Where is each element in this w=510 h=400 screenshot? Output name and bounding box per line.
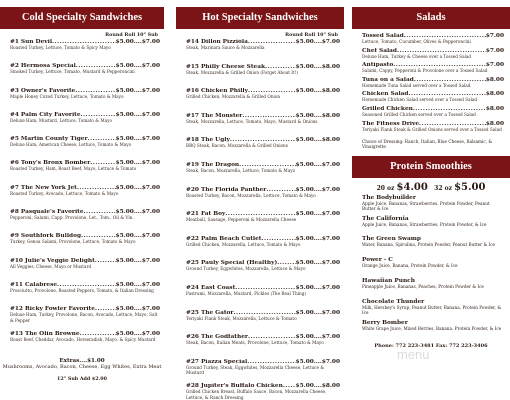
item-name: #18 The Ugly [186, 137, 230, 144]
item-name: Tuna on a Salad [362, 76, 414, 83]
smoothie-name: The California [362, 215, 409, 222]
item-description: Steak, Mozzarella & Grilled Onion (Forget About It!) [186, 69, 298, 75]
smoothie-description: Apple Juice, Bananas, Strawberries, Protein Powder, Peanut Butter & Ice [362, 200, 490, 212]
item-price: $5.00....$7.00 [115, 330, 160, 337]
item-name-row [186, 310, 340, 316]
smoothie-name: Berry Bomber [362, 319, 408, 326]
item-price: $5.00....$7.00 [115, 233, 160, 240]
dot-leader [261, 236, 295, 242]
dot-leader [81, 112, 116, 118]
item-name: #25 Pauly Special (Healthy) [186, 260, 278, 267]
smoothie-item [362, 195, 504, 216]
item-description: Meatball, Sausage, Pepperoni & Mozzarella Cheese [186, 217, 297, 223]
dot-leader [242, 113, 295, 119]
item-name: #21 Fat Boy [186, 211, 226, 218]
item-price: $5.00....$7.00 [115, 136, 160, 143]
item-description: Roast Beef, Cheddar, Avocado, Horseradish, Mayo, & Spicy Mustard [10, 336, 156, 342]
item-name: Grilled Chicken [362, 105, 413, 112]
menu-item [362, 106, 504, 121]
item-name: #19 The Dragon [186, 161, 240, 168]
menu-item [176, 359, 344, 384]
menu-item [176, 236, 344, 261]
item-price: $5.00....$7.00 [115, 257, 160, 264]
item-price: $5.00....$7.00 [295, 39, 340, 45]
item-description: Smoked Turkey, Lettuce, Tomato, Mustard & Pepperoncini [10, 69, 135, 75]
item-name: #3 Owner's Favorite [10, 87, 76, 94]
item-name: #20 The Florida Panther [186, 186, 267, 193]
smoothie-name: Chocolate Thunder [362, 298, 425, 305]
item-price: $5.00....$7.00 [115, 87, 160, 94]
menu-item [0, 331, 164, 355]
size-32oz-price: $5.00 [454, 181, 486, 193]
menu-item [0, 63, 164, 87]
menu-item [0, 88, 164, 112]
menu-item [362, 77, 504, 92]
item-description: All Veggies, Cheese, Mayo or Mustard [10, 263, 92, 269]
menu-item [176, 260, 344, 285]
item-description: Grilled Chicken, Mozzarella, Lettuce, Tomato & Mayo [186, 241, 301, 247]
item-name: Tossed Salad [362, 33, 404, 39]
menu-item [362, 91, 504, 106]
hot-sandwiches-banner: Hot Specialty Sandwiches [176, 7, 344, 29]
extras-title: Extras....$1.00 [59, 357, 105, 364]
hot-sandwiches-column [176, 0, 344, 400]
item-name-row [10, 258, 160, 264]
item-price: $5.00....$7.00 [115, 160, 160, 167]
smoothie-description: Pineapple Juice, Bananas, Peaches, Protein Powder & Ice [362, 283, 484, 289]
smoothie-name: The Green Swamp [362, 236, 421, 243]
item-description: Roasted Turkey, Ham, Roast Beef, Mayo, Lettuce & Tomato [10, 166, 137, 172]
item-description: Roasted Turkey, Lettuce, Tomato & Spicy Mayo [10, 45, 111, 50]
menu-item [176, 285, 344, 310]
menu-item [176, 334, 344, 359]
item-name-row [186, 187, 340, 193]
item-price: $7.00 [485, 33, 504, 39]
menu-item [176, 88, 344, 113]
item-price: $7.00 [485, 62, 504, 69]
item-name: #25 The Gator [186, 309, 234, 316]
salad-list [352, 33, 510, 135]
item-name: #16 Chicken Philly [186, 88, 248, 95]
item-description: Lettuce, Tomato, Cucumber, Olives & Pepperoncini [362, 39, 471, 44]
item-name: #11 Calabrese [10, 281, 58, 288]
item-name: #15 Philly Cheese Steak [186, 63, 266, 70]
smoothies-banner: Protein Smoothies [352, 156, 510, 178]
dot-leader [266, 187, 295, 193]
item-description: BBQ Steak, Bacon, Mozzarella & Grilled Onions [186, 143, 288, 149]
dot-leader [95, 258, 116, 264]
item-price: $5.00....$7.00 [295, 334, 340, 341]
dot-leader [75, 88, 115, 94]
menu-item [176, 162, 344, 187]
menu-item [0, 39, 164, 63]
item-name-row [10, 112, 160, 118]
item-name: #8 Pasquale's Favorite [10, 209, 84, 216]
item-name: The Fitness Drive [362, 120, 420, 127]
item-price: $5.00....$7.00 [295, 260, 340, 267]
menu-item [0, 209, 164, 233]
size-20oz-label: 20 oz [376, 184, 395, 192]
item-price: $5.00....$7.00 [295, 161, 340, 168]
item-name: Antipasto [362, 62, 394, 69]
item-description: Deluxe Ham, Mustard, Lettuce, Tomato & Mayo [10, 117, 113, 123]
dot-leader [414, 77, 486, 83]
dot-leader [419, 121, 486, 127]
salads-banner: Salads [352, 7, 510, 29]
item-price: $5.00....$7.00 [295, 284, 340, 291]
menu-item [0, 136, 164, 160]
item-name: #13 The Olin Browne [10, 330, 80, 337]
dot-leader [397, 48, 486, 54]
cold-sandwiches-column [0, 0, 164, 400]
item-name: #17 The Monster [186, 112, 243, 119]
item-description: Salami, Cappy, Pepperoni & Provolone over a Tossed Salad [362, 68, 488, 74]
item-description: Teriyaki Flank Steak, Mozzarella, Lettuce & Tomato [186, 315, 297, 321]
extras-desc: Mushrooms, Avocado, Bacon, Cheese, Egg Whites, Extra Meat [2, 363, 162, 370]
menu-item [0, 185, 164, 209]
item-price: $5.00....$7.00 [295, 211, 340, 218]
menu-item [362, 48, 504, 63]
hot-size-header: Round Roll 10" Sub [285, 32, 338, 38]
smoothie-item [362, 299, 504, 320]
item-name-row [10, 331, 160, 337]
item-price: $5.00....$7.00 [115, 209, 160, 216]
smoothie-name: Power - C [362, 257, 393, 264]
item-name: #6 Tony's Bronx Bomber [10, 160, 91, 167]
item-price: $8.00 [485, 105, 504, 112]
item-price: $5.00....$8.00 [295, 137, 340, 144]
size-32oz-label: 32 oz [434, 184, 452, 192]
cold-sub-add-note: 12" Sub Add $2.00 [57, 375, 107, 382]
item-description: Ground Turkey, Steak, Eggwhites, Mozzarella Cheese, Lettuce & Mustard [186, 364, 325, 376]
item-description: Deluxe Ham, Turkey & Cheese over a Tossed Salad [362, 53, 472, 59]
smoothie-name: The Bodybuilder [362, 194, 416, 201]
watermark-text: menu [397, 347, 430, 362]
item-name: Chicken Salad [362, 91, 409, 98]
dot-leader [247, 359, 295, 365]
item-name-row [186, 113, 340, 119]
item-description: Roasted Turkey, Bacon, Mozzarella, Lettuce, Tomato & Mayo [186, 192, 316, 198]
smoothie-description: Apple Juice, Bananas, Strawberries, Protein Powder, & Ice [362, 221, 487, 227]
cold-sandwich-list [0, 39, 164, 355]
smoothie-item [362, 216, 504, 237]
item-description: Prosciutto, Provolone, Roasted Peppers, Tomato, & Italian Dressing [10, 287, 154, 293]
item-name-row [10, 185, 160, 191]
item-name: #4 Palm City Favorite [10, 111, 81, 118]
item-name: #26 The Godfather [186, 334, 248, 341]
smoothie-item [362, 320, 504, 341]
menupix-watermark-logo [395, 344, 445, 366]
item-price: $5.00....$8.00 [295, 112, 340, 119]
salads-smoothies-column [352, 0, 510, 400]
menu-item [176, 39, 344, 64]
item-name: #2 Hermosa Special [10, 63, 76, 70]
item-name: #24 East Coast [186, 284, 236, 291]
dot-leader [265, 64, 296, 70]
cold-sandwiches-banner: Cold Specialty Sandwiches [0, 7, 164, 29]
item-name: #5 Martin County Tiger [10, 136, 88, 143]
smoothie-description: Milk, Hershey's Syrup, Peanut Butter, Banana, Protein Powder, & Ice [362, 304, 502, 316]
item-description: Steak, Bacon, Italian Meats, Provolone, Lettuce, Tomato & Mayo [186, 340, 324, 346]
item-name-row [10, 88, 160, 94]
item-description: Teriyaki Flank Steak & Grilled Onions served over a Tossed Salad [362, 126, 502, 132]
item-name: #7 The New York Jet [10, 184, 77, 191]
menu-item [0, 306, 164, 330]
dot-leader [77, 185, 116, 191]
item-description: Steak, Bacon, Mozzarella, Lettuce, Tomato & Mayo [186, 167, 296, 173]
item-price: $5.00....$7.00 [115, 39, 160, 45]
item-price: $8.00 [485, 120, 504, 127]
smoothie-list [352, 195, 510, 341]
item-price: $5.00....$7.00 [115, 184, 160, 191]
item-name: #1 Sun Devil [10, 39, 53, 45]
phone-fax-line: Phone: 772 223-3481 Fax: 772 223-3406 [374, 343, 488, 350]
item-name: #14 Dillon Pizzióla [186, 39, 248, 45]
item-description: Roasted Turkey, Avocado, Lettuce, Tomato & Mayo [10, 190, 119, 196]
item-description: Deluxe Ham, Turkey, Provolone, Bacon, Avocado, Lettuce, Mayo, Salt & Pepper [10, 312, 158, 323]
item-name-row [362, 77, 504, 83]
item-price: $5.00....$8.00 [295, 63, 340, 70]
item-price: $5.00....$7.00 [295, 309, 340, 316]
item-name: #10 Julie's Veggie Delight [10, 257, 95, 264]
menu-item [176, 310, 344, 335]
item-price: $8.00 [485, 76, 504, 83]
item-price: $5.00....$7.00 [295, 186, 340, 193]
item-name-row [362, 121, 504, 127]
item-name: #28 Jupiter's Buffalo Chicken [186, 383, 283, 390]
item-price: $8.00 [485, 91, 504, 98]
menu-item [0, 258, 164, 282]
extras-section [0, 358, 164, 370]
menu-item [176, 113, 344, 138]
item-name-row [362, 48, 504, 54]
item-description: Homemade Tuna Salad served over a Tossed Salad [362, 82, 471, 88]
menu-item [0, 112, 164, 136]
smoothie-item [362, 236, 504, 257]
smoothie-item [362, 257, 504, 278]
cold-size-header: Round Roll 10" Sub [105, 32, 158, 38]
item-description: Homemade Chicken Salad served over a Tossed Salad [362, 97, 478, 103]
item-price: $5.00....$7.00 [115, 306, 160, 313]
item-description: Steak, Marinara Sauce & Mozzarella [186, 45, 265, 50]
item-name-row [186, 64, 340, 70]
item-description: Grilled Chicken Breast, Buffalo Sauce, Bacon, Mozzarella Cheese, Lettuce, & Ranch Dressing [186, 389, 327, 400]
item-price: $7.00 [485, 47, 504, 54]
smoothie-sizes [352, 181, 510, 195]
item-name-row [186, 236, 340, 242]
item-description: Turkey, Genoa Salami, Provolone, Lettuce, Tomato & Mayo [10, 239, 136, 245]
item-description: Ground Turkey, Eggwhites, Mozzarella, Lettuce & Mayo [186, 266, 306, 272]
menu-item [176, 187, 344, 212]
item-name: #22 Palm Beach Cutlet [186, 235, 262, 242]
menu-item [176, 64, 344, 89]
item-price: $5.00....$7.00 [295, 235, 340, 242]
smoothie-item [362, 278, 504, 299]
item-price: $5.00....$8.00 [295, 88, 340, 95]
item-price: $5.00....$7.00 [115, 63, 160, 70]
menu-item [0, 282, 164, 306]
item-price: $5.00....$8.00 [295, 383, 340, 390]
item-description: Grilled Chicken, Mozzarella & Grilled Onion [186, 94, 281, 100]
item-description: Maple Honey Cured Turkey, Lettuce, Tomato & Mayo [10, 93, 124, 99]
size-20oz-price: $4.00 [396, 181, 428, 193]
item-price: $5.00....$7.00 [115, 281, 160, 288]
item-name: #27 Piazza Special [186, 358, 248, 365]
dot-leader [80, 331, 116, 337]
menu-item [0, 233, 164, 257]
item-name: #9 Southfork Bulldog [10, 233, 82, 240]
item-description: Pastrami, Mozzarella, Mustard, Pickles (The Real Thing) [186, 290, 307, 296]
item-description: Pepperoni, Salami, Capp. Provolone, Let., Tom., Oil & Vin. [10, 215, 134, 221]
hot-sandwich-list [176, 39, 344, 400]
smoothie-description: Orange Juice, Banana, Protein Powder, & Ice [362, 263, 458, 269]
item-price: $5.00....$7.00 [295, 358, 340, 365]
item-description: Deluxe Ham, American Cheese, Lettuce, Tomato & Mayo [10, 142, 132, 148]
item-name-row [186, 359, 340, 365]
smoothie-description: Water, Banana, Spirulina, Protein Powder, Peanut Butter & Ice [362, 242, 496, 248]
menu-item [0, 160, 164, 184]
item-description: Seasoned Grilled Chicken served over a Tossed Salad [362, 111, 476, 117]
dot-leader [233, 310, 295, 316]
item-name: #12 Ricky Fowler Favorite [10, 306, 95, 313]
item-price: $5.00....$7.00 [115, 111, 160, 118]
item-description: Steak, Mozzarella, Lettuce, Tomato, Mayo, Mustard & Onions [186, 118, 318, 124]
smoothie-description: White Grape Juice, Mixed Berries, Banana, Protein Powder, & Ice [362, 325, 502, 331]
smoothie-name: Hawaiian Punch [362, 277, 415, 284]
dressing-note: Choice of Dressing: Ranch, Italian, Blue Cheese, Balsamic, & Vinaigrette [362, 139, 493, 150]
menu-item [176, 383, 344, 400]
menu-item [176, 137, 344, 162]
menu-item [362, 121, 504, 136]
menu-item [362, 33, 504, 48]
menu-item [176, 211, 344, 236]
item-name: Chef Salad [362, 47, 397, 54]
menu-item [362, 62, 504, 77]
